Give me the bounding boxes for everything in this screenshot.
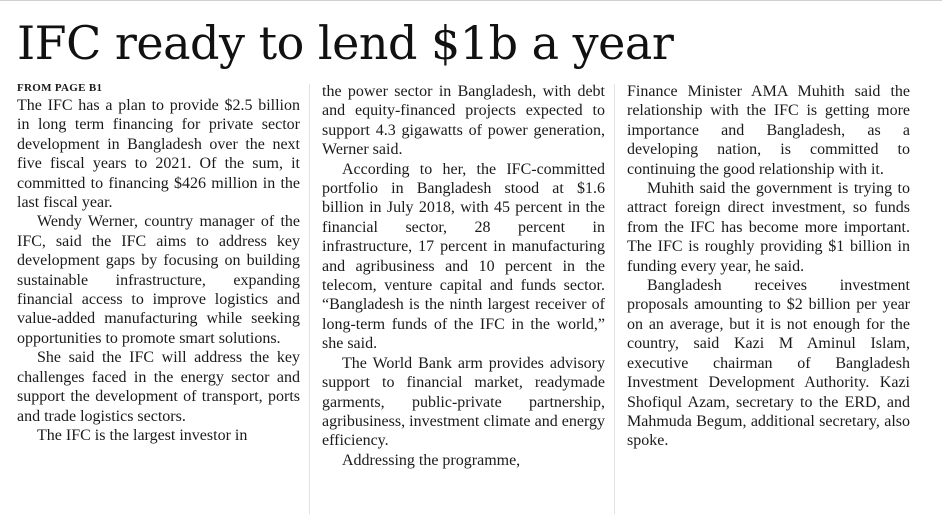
- column-divider: [614, 84, 615, 514]
- paragraph: Wendy Werner, country manager of the IFC, said the IFC aims to address key development gaps by focusing on building sustainable infrastructure, expanding financial access to improve logistics and value-added manufacturing while seeking opportunities to promote smart solutions.: [17, 213, 300, 347]
- dateline: FROM PAGE B1: [17, 82, 103, 94]
- paragraph: The World Bank arm provides advisory support to financial market, readymade garments, public-private partnership, agribusiness, investment climate and energy efficiency.: [322, 354, 605, 450]
- column-divider: [309, 84, 310, 514]
- paragraph: The IFC is the largest investor in: [37, 426, 248, 444]
- paragraph: She said the IFC will address the key challenges faced in the energy sector and support the development of transport, ports and trade logistics sectors.: [17, 349, 300, 425]
- paragraph: The IFC has a plan to provide $2.5 billion in long term financing for private sector development in Bangladesh over the next five fiscal years to 2021. Of the sum, it committed to financing $426 million in the last fiscal year.: [17, 97, 300, 212]
- paragraph: the power sector in Bangladesh, with debt and equity-financed projects expected to support 4.3 gigawatts of power generation, Werner said.: [322, 83, 605, 159]
- article-column-3: [627, 82, 910, 451]
- headline: IFC ready to lend $1b a year: [17, 16, 674, 70]
- article-column-1: [17, 79, 300, 445]
- paragraph: According to her, the IFC-committed portfolio in Bangladesh stood at $1.6 billion in July 2018, with 45 percent in the financial sector, 28 percent in infrastructure, 17 percent in manufacturing and agribusiness and 10 percent in the telecom, venture capital and funds sector. “Bangladesh is the ninth largest receiver of long-term funds of the IFC in the world,” she said.: [322, 160, 605, 353]
- paragraph: Addressing the programme,: [342, 451, 521, 469]
- top-rule: [0, 0, 942, 1]
- article-column-2: [322, 82, 605, 470]
- paragraph: Finance Minister AMA Muhith said the relationship with the IFC is getting more importance and Bangladesh, as a developing nation, is committed to continuing the good relationship with it.: [627, 83, 910, 178]
- paragraph: Bangladesh receives investment proposals amounting to $2 billion per year on an average, but it is not enough for the country, said Kazi M Aminul Islam, executive chairman of Bangladesh Investment Development Authority. Kazi Shofiqul Azam, secretary to the ERD, and Mahmuda Begum, additional secretary, also spoke.: [627, 277, 910, 450]
- paragraph: Muhith said the government is trying to attract foreign direct investment, so funds from the IFC has become more important. The IFC is roughly providing $1 billion in funding every year, he said.: [627, 180, 910, 275]
